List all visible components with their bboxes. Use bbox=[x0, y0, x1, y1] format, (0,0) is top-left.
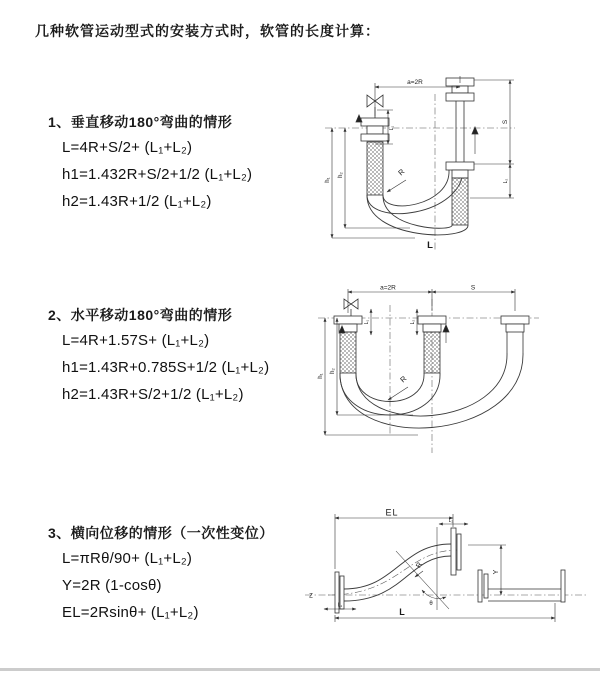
diagram-horizontal-180-bend bbox=[313, 283, 545, 461]
section-1-heading: 1、垂直移动180°弯曲的情形 bbox=[48, 114, 233, 130]
angle-theta-label: θ bbox=[429, 601, 433, 607]
connectors bbox=[334, 299, 529, 373]
valve-icon bbox=[344, 299, 358, 316]
dim-label-l1: L₁ bbox=[337, 602, 343, 609]
radius-label: R bbox=[415, 561, 424, 570]
section-3-formula-Y: Y=2R (1-cosθ) bbox=[62, 577, 162, 594]
braid-left bbox=[367, 142, 383, 195]
dim-label-el: EL bbox=[385, 507, 399, 518]
flange-pipe-right bbox=[561, 570, 565, 602]
flange-upper-right bbox=[451, 528, 456, 575]
section-2-formula-h2: h2=1.43R+S/2+1/2 (L₁+L₂) bbox=[62, 386, 244, 403]
dim-label-a2r: a=2R bbox=[380, 284, 396, 292]
dim-label-l1: L₁ bbox=[364, 319, 370, 325]
diagram-lateral-displacement bbox=[300, 505, 590, 645]
section-2-formula-L: L=4R+1.57S+ (L₁+L₂) bbox=[62, 332, 210, 349]
dimension-lines bbox=[332, 76, 514, 238]
dim-label-s: S bbox=[502, 119, 509, 125]
construction-lines bbox=[396, 527, 449, 610]
section-1-formula-L: L=4R+S/2+ (L₁+L₂) bbox=[62, 139, 193, 156]
radius-label: R bbox=[396, 166, 407, 178]
section-1-formula-h1: h1=1.432R+S/2+1/2 (L₁+L₂) bbox=[62, 166, 253, 183]
dim-label-L: L bbox=[399, 607, 405, 617]
dim-label-s: S bbox=[470, 284, 476, 292]
dim-label-l1: L₁ bbox=[389, 125, 395, 131]
dimension-lines bbox=[324, 514, 555, 622]
dim-label-l2: L₂ bbox=[448, 518, 454, 524]
section-3-heading: 3、横向位移的情形（一次性变位） bbox=[48, 525, 274, 541]
braid-left bbox=[340, 332, 356, 373]
flange-pipe-left bbox=[478, 570, 482, 602]
motion-arrow-middle bbox=[443, 325, 449, 332]
dim-label-l2: L₂ bbox=[503, 178, 509, 184]
section-2-formula-h1: h1=1.43R+0.785S+1/2 (L₁+L₂) bbox=[62, 359, 270, 376]
braid-right bbox=[452, 178, 468, 225]
dim-label-L: L bbox=[427, 240, 433, 251]
dim-label-l2: L₂ bbox=[410, 319, 416, 325]
dim-label-y: Y bbox=[493, 569, 500, 575]
dim-label-h1: h₁ bbox=[318, 373, 324, 379]
section-1-formula-h2: h2=1.43R+1/2 (L₁+L₂) bbox=[62, 193, 212, 210]
section-3-formula-EL: EL=2Rsinθ+ (L₁+L₂) bbox=[62, 604, 199, 621]
page-title: 几种软管运动型式的安装方式时，软管的长度计算： bbox=[35, 23, 380, 39]
dim-label-h1: h₁ bbox=[325, 177, 331, 183]
connectors bbox=[335, 528, 565, 613]
page-bottom-edge bbox=[0, 668, 600, 671]
dim-label-h2: h₂ bbox=[338, 172, 344, 178]
dim-label-h2: h₂ bbox=[330, 368, 336, 374]
section-3-formula-L: L=πRθ/90+ (L₁+L₂) bbox=[62, 550, 193, 567]
radius-label: R bbox=[398, 373, 409, 385]
dim-label-a2r: a=2R bbox=[407, 79, 423, 86]
centerline-axis-mark: Z bbox=[309, 593, 313, 600]
section-2-heading: 2、水平移动180°弯曲的情形 bbox=[48, 307, 233, 323]
connectors bbox=[356, 78, 478, 225]
braid-middle bbox=[424, 332, 440, 373]
diagram-vertical-180-bend bbox=[315, 70, 530, 260]
